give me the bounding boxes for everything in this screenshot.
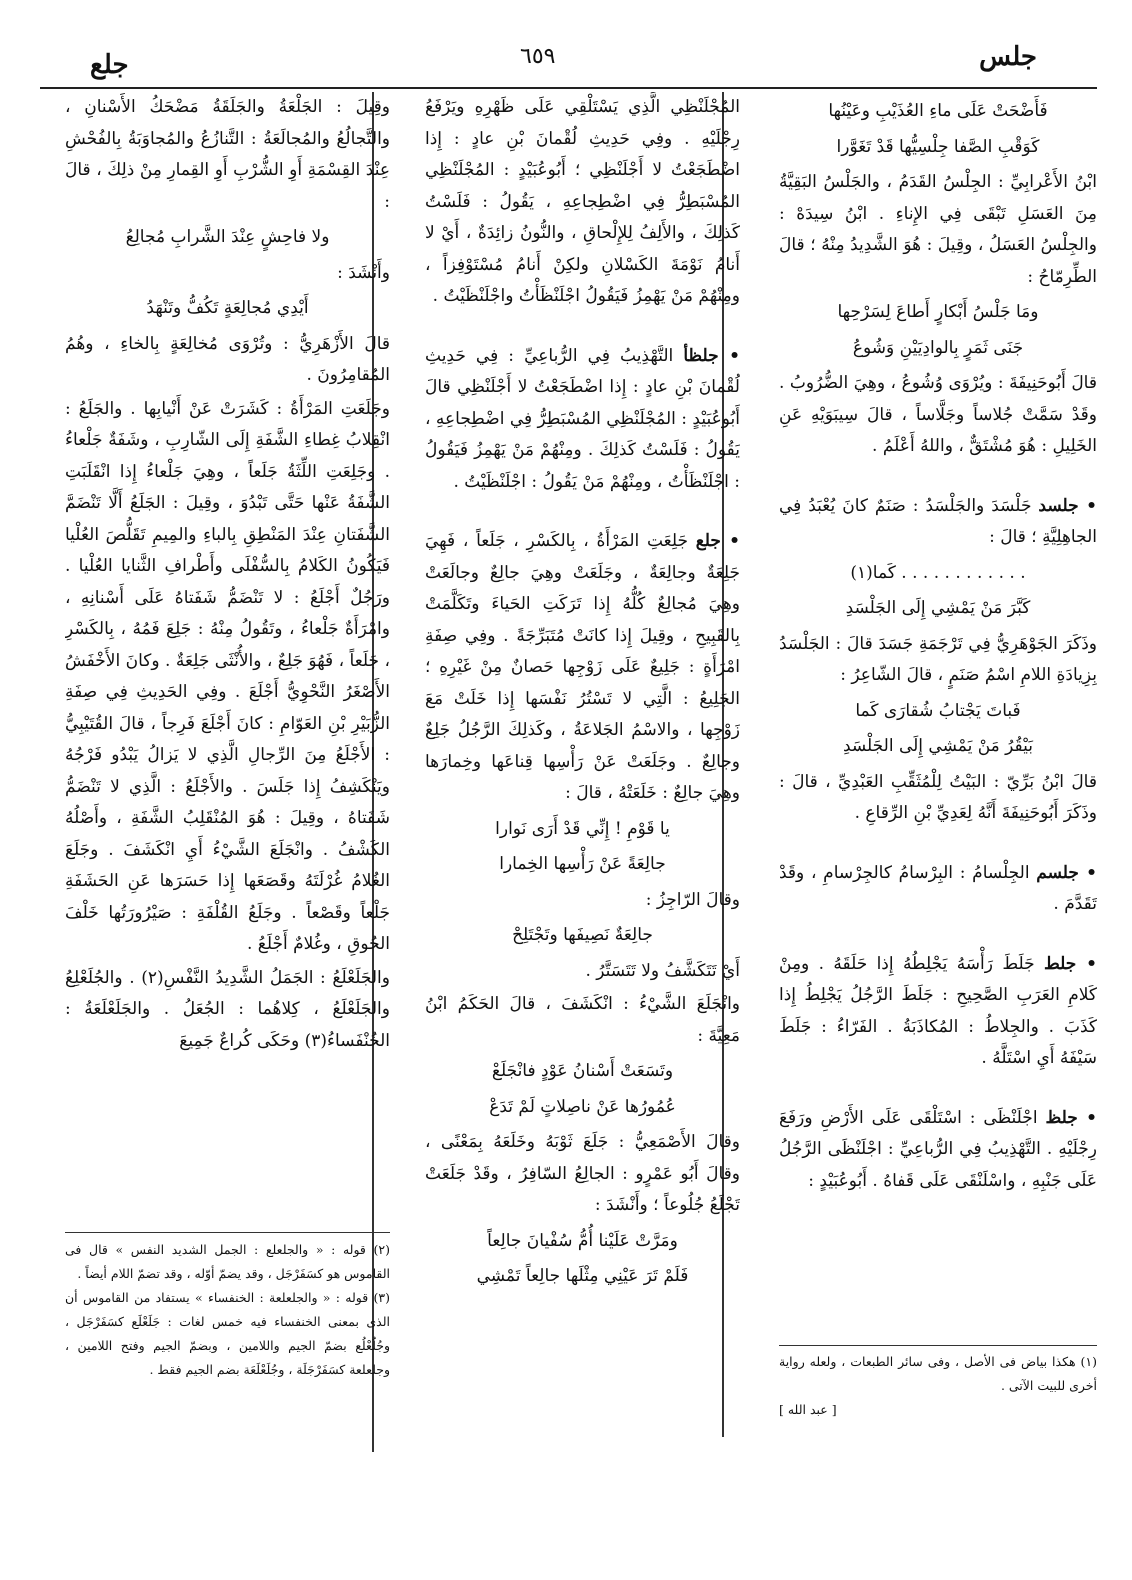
paragraph: وذَكَرَ الجَوْهَرِيُّ فِي تَرْجَمَةِ جَسَدَ قالَ : الجَلْسَدُ بِزِيادَةِ اللامِ اسْمُ صَنَمٍ ، قالَ الشّاعِرُ : [779,633,1097,685]
entry-text: الجِلْسامُ : البِرْسامُ كالجِرْسامِ ، وقَدْ تَقَدَّمَ . [779,862,1097,914]
verse-line: جَنَى ثَمَرٍ بِالوادِيَيْنِ وَشُوعُ [852,337,1024,358]
verse-line: كَوَقْبِ الصَّفا جِلْسِيُّها قَدْ تَغَوَّرا [836,136,1040,157]
entry-jalsam [779,858,1097,921]
paragraph: قالَ أَبُوحَنِيفَةَ : ويُرْوَى وُشُوعُ ، وهِيَ الضُّرُوبُ . وقَدْ سَمَّتْ جُلاساً وجَلَّاساً ، قالَ سِيبَوَيْهِ عَنِ الخَلِيلِ : هُوَ مُشْتَقٌّ ، واللهُ أَعْلَمُ . [779,373,1097,456]
entry-jalsad [779,491,1097,554]
entry-headword: • جلسد [1038,495,1097,516]
paragraph: قالَ الأَزْهَرِيُّ : وتُرْوَى مُخالِعَةٍ بِالخاءِ ، وهُمُ المُقامِرُونَ . [65,333,390,385]
paragraph: المُجْلَنْظِي الَّذِي يَسْتَلْقِي عَلَى ظَهْرِهِ ويَرْفَعُ رِجْلَيْهِ . وفِي حَدِيثِ لُقْمانَ بْنِ عادٍ : إِذا اضْطَجَعْتُ لا أَجْلَنْظِي ؛ أَبُوعُبَيْدٍ : المُجْلَنْظِي المُسْبَطِرُّ فِي اضْطِجاعِهِ ، يَقُولُ : فَلَسْتُ كَذلِكَ ، والأَلِفُ لِلإِلْحاقِ ، والنُّونُ زائِدَةٌ ، أَيْ لا أَنامُ نَوْمَةَ الكَسْلانِ ولكِنْ أَنامُ مُسْتَوْفِزاً ، ومِنْهُمْ مَنْ يَهْمِزُ فَيَقُولُ اجْلَنْظَأْتُ واجْلَنْظَيْتُ . [425,97,740,306]
verse-line: ومَرَّتْ عَلَيْنا أُمُّ سُفْيانَ جالِعاً [487,1230,678,1251]
footnote-rule-right [779,1345,1097,1346]
verse-line: . . . . . . . . . . . . كَما(١) [850,562,1026,583]
entry-text: جَلِعَتِ المَرْأَةُ ، بِالكَسْرِ ، جَلَعاً ، فَهِيَ جَلِعَةٌ وجالِعَةٌ ، وجَلَعَتْ وهِيَ جالِعٌ وجالَعَتْ وهِيَ مُجالِعٌ كُلُّهُ إِذا تَرَكَتِ الحَياءَ وتَكَلَّمَتْ بِالقَبِيحِ ، وقِيلَ إِذا كانَتْ مُتَبَرِّجَةً . وفِي صِفَةِ امْرَأَةٍ : جَلِيعٌ عَلَى زَوْجِها حَصانٌ مِنْ غَيْرِهِ ؛ الجَلِيعُ : الَّتِي لا تَسْتُرُ نَفْسَها إِذا خَلَتْ مَعَ زَوْجِها ، والاسْمُ الجَلاعَةُ ، وكَذلِكَ الرَّجُلُ جَلِعٌ وجالِعٌ . وجَلَعَتْ عَنْ رَأْسِها قِناعَها وخِمارَها وهِيَ جالِعٌ : خَلَعَتْهُ ، قالَ : [425,531,740,803]
entry-text: جَلَطَ رَأْسَهُ يَجْلِطُهُ إِذا حَلَقَهُ . ومِنْ كَلامِ العَرَبِ الصَّحِيحِ : جَلَطَ الرَّجُلُ يَجْلِطُ إِذا كَذَبَ . والجِلاطُ : المُكاذَبَةُ . الفَرّاءُ : جَلَطَ سَيْفَهُ أَيِ اسْتَلَّهُ . [779,953,1097,1068]
verse-line: فَباتَ يَجْتابُ شُقارَى كَما [855,700,1021,721]
page-number: ٦٥٩ [520,44,556,69]
entry-jalaz [779,1103,1097,1198]
footnotes-left [65,1238,390,1382]
verse-line: ومَا جَلْسُ أَبْكارٍ أَطاعَ لِسَرْحِها [837,302,1039,322]
verse-line: فَلَمْ تَرَ عَيْنِي مِثْلَها جالِعاً تَمْشِي [476,1266,689,1286]
paragraph: ابْنُ الأَعْرابِيِّ : الجِلْسُ القَدَمُ ، والجَلْسُ البَقِيَّةُ مِنَ العَسَلِ تَبْقَى فِي الإِناءِ . ابْنُ سِيدَهْ : والجِلْسُ العَسَلُ ، وقِيلَ : هُوَ الشَّدِيدُ مِنْهُ ؛ قالَ الطِّرِمّاحُ : [779,172,1097,287]
paragraph: وجَلَعَتِ المَرْأَةُ : كَشَرَتْ عَنْ أَنْيابِها . والجَلَعُ : انْقِلابُ غِطاءِ الشَّفَةِ إِلَى الشّارِبِ ، وشَفَةٌ جَلْعاءُ . وجَلِعَتِ اللِّثَةُ جَلَعاً ، وهِيَ جَلْعاءُ إِذا انْقَلَبَتِ الشَّفَةُ عَنْها حَتَّى تَبْدُوَ ، وقِيلَ : الجَلَعُ أَلَّا تَنْضَمَّ الشَّفَتانِ عِنْدَ المَنْطِقِ بِالباءِ والمِيمِ تَقَلُّصَ العُلْيا فَيَكُونُ الكَلامُ بِالسُّفْلَى وأَطْرافِ الثَّنايا العُلْيا . ورَجُلٌ أَجْلَعُ : لا تَنْضَمُّ شَفَتاهُ عَلَى أَسْنانِهِ ، وامْرَأَةٌ جَلْعاءُ ، وتَقُولُ مِنْهُ : جَلِعَ فَمُهُ ، بِالكَسْرِ ، جَلَعاً ، فَهُوَ جَلِعٌ ، والأُنْثَى جَلِعَةٌ . وكانَ الأَخْفَشُ الأَصْغَرُ النَّحْوِيُّ أَجْلَعَ . وفِي الحَدِيثِ فِي صِفَةِ الزُّبَيْرِ بْنِ العَوّامِ : كانَ أَجْلَعَ فَرِجاً ، قالَ القُتَيْبِيُّ : الأَجْلَعُ مِنَ الرِّجالِ الَّذِي لا يَزالُ يَبْدُو فَرْجُهُ ويَنْكَشِفُ إِذا جَلَسَ . والأَجْلَعُ : الَّذِي لا تَنْضَمُّ شَفَتاهُ ، وقِيلَ : هُوَ المُنْقَلِبُ الشَّفَةِ ، وأَصْلُهُ الكَشْفُ . وانْجَلَعَ الشَّيْءُ أَيِ انْكَشَفَ . وجَلَعَ الغُلامُ غُرْلَتَهُ وقَصَعَها إِذا حَسَرَها عَنِ الحَشَفَةِ جَلْعاً وقَصْعاً . وجَلَعُ القُلْفَةِ : صَيْرُورَتُها خَلْفَ الحُوقِ ، وغُلامٌ أَجْلَعُ . [65,398,390,954]
paragraph: أَيْ تَتَكَشَّفُ ولا تَتَسَتَّرُ . [585,960,740,981]
entry-text: جَلْسَدَ والجَلْسَدُ : صَنَمٌ كانَ يُعْبَدُ فِي الجاهِلِيَّةِ ؛ قالَ : [779,495,1097,547]
verse-line: يا قَوْمِ ! إِنِّي قَدْ أَرَى نَوارا [495,818,670,839]
footnote-3: (٣) قوله : « والجلعلعة : الخنفساء » يستفاد من القاموس أن الذى بمعنى الخنفساء فيه خمس لغات : جَلَعْلَع كسَفَرْجَل ، وجُلُعْلُع بضمّ الجيم واللامين ، وبضمّ الجيم وفتح اللامين ، وجلعلعة كسَفَرْجَلَة ، وجُلَعْلَعَة بضم الجيم فقط . [65,1290,390,1377]
footnote-1: (١) هكذا بياض فى الأصل ، وفى سائر الطبعات ، ولعله رواية أخرى للبيت الآتى . [779,1354,1097,1393]
header-rule [40,87,1097,89]
footnotes-right [779,1350,1097,1422]
footnote-rule-left [65,1232,390,1233]
entry-headword: • جلع [695,531,740,551]
entry-headword: • جلط [1043,953,1097,974]
paragraph: وقِيلَ : الجَلْعَةُ والجَلَقَةُ مَضْحَكُ الأَسْنانِ ، والتَّجالُعُ والمُجالَعَةُ : التَّنازُعُ والمُجاوَبَةُ بِالفُحْشِ عِنْدَ القِسْمَةِ أَوِ الشُّرْبِ أَوِ القِمارِ مِنْ ذلِكَ ، قالَ : [65,97,390,212]
entry-text: التَّهْذِيبُ فِي الرُّباعِيِّ : فِي حَدِيثِ لُقْمانَ بْنِ عادٍ : إِذا اضْطَجَعْتُ لا أَجْلَنْظِي قالَ أَبُوعُبَيْدٍ : المُجْلَنْظِي المُسْبَطِرُّ فِي اضْطِجاعِهِ ، يَقُولُ : فَلَسْتُ كَذلِكَ . ومِنْهُمْ مَنْ يَهْمِزُ فَيَقُولُ : اجْلَنْظَأْتُ ، ومِنْهُمْ مَنْ يَقُولُ : اجْلَنْظَيْتُ . [425,345,740,492]
paragraph: وقالَ الرّاجِزُ : [645,889,740,910]
paragraph: قالَ ابْنُ بَرِّيّ : البَيْتُ لِلْمُثَقِّبِ العَبْدِيِّ ، قالَ : وذَكَرَ أَبُوحَنِيفَةَ أَنَّهُ لِعَدِيِّ بْنِ الرِّقاعِ . [779,771,1097,823]
entry-headword: • جلظ [1045,1107,1097,1128]
verse-line: كَبَّرَ مَنْ يَمْشِي إِلَى الجَلْسَدِ [845,598,1031,618]
verse-line: عُمُورُها عَنْ ناصِلاتٍ لَمْ تَدَعْ [489,1096,676,1117]
entry-jalaza [425,341,740,499]
verse-line: وتَسَعَتْ أَسْنانُ عَوْدٍ فانْجَلَعْ [491,1061,674,1081]
entry-jala [425,526,740,810]
verse-line: ولا فاحِشٍ عِنْدَ الشَّرابِ مُجالِعُ [125,227,330,247]
entry-headword: • جلسم [1036,862,1097,883]
entry-text: اجْلَنْظَى : اسْتَلْقَى عَلَى الأَرْضِ ورَفَعَ رِجْلَيْهِ . التَّهْذِيبُ فِي الرُّباعِيِّ : اجْلَنْظَى الرَّجُلُ عَلَى جَنْبِهِ ، واسْلَنْقَى عَلَى قَفاهُ . أَبُوعُبَيْدٍ : [779,1107,1097,1191]
verse-line: جالِعَةٌ نَصِيفَها وتَجْتَلِحْ [512,925,653,945]
paragraph: وقالَ الأَصْمَعِيُّ : جَلَعَ ثَوْبَهُ وخَلَعَهُ بِمَعْنًى ، وقالَ أَبُو عَمْرٍو : الجالِعُ السّافِرُ ، وقَدْ جَلَعَتْ تَجْلَعُ جُلُوعاً ؛ وأَنْشَدَ : [425,1132,740,1215]
entry-jalat [779,949,1097,1075]
paragraph: وانْجَلَعَ الشَّيْءُ : انْكَشَفَ ، قالَ الحَكَمُ ابْنُ مَعِيَّةَ : [425,994,740,1046]
footnote-2: (٢) قوله : « والجلعلع : الجمل الشديد النفس » قال فى القاموس هو كسَفَرْجَل ، وقد يضمّ أوّله ، وقد تضمّ اللام أيضاً . [65,1242,390,1281]
column-left [65,92,390,1242]
verse-line: أَيْدِي مُجالِعَةٍ تَكُفُّ وتَنْهَدُ [146,298,309,318]
entry-headword: • جلظأ [683,345,740,366]
running-head-right: جلس [979,42,1037,72]
running-head-left: جلع [90,50,129,80]
paragraph: والجَلَعْلَعُ : الجَمَلُ الشَّدِيدُ النَّفْسِ(٢) . والجُلَعْلِعُ والجَلَعْلَعُ ، كِلاهُما : الجُعَلُ . والجَلَعْلَعَةُ : الخُنْفَساءُ(٣) وحَكَى كُراعٌ جَمِيعَ [65,967,390,1051]
paragraph: وأَنْشَدَ : [337,262,390,283]
verse-line: جالِعَةً عَنْ رَأْسِها الخِمارا [499,854,666,874]
verse-line: بَيْقُرُ مَنْ يَمْشِي إِلَى الجَلْسَدِ [842,736,1034,756]
footnote-signature: [ عبد الله ] [779,1402,837,1417]
column-middle [425,92,740,1452]
verse-line: فَأَضْحَتْ عَلَى ماءِ العُذَيْبِ وعَيْنُها [828,101,1048,121]
column-right [779,92,1097,1437]
